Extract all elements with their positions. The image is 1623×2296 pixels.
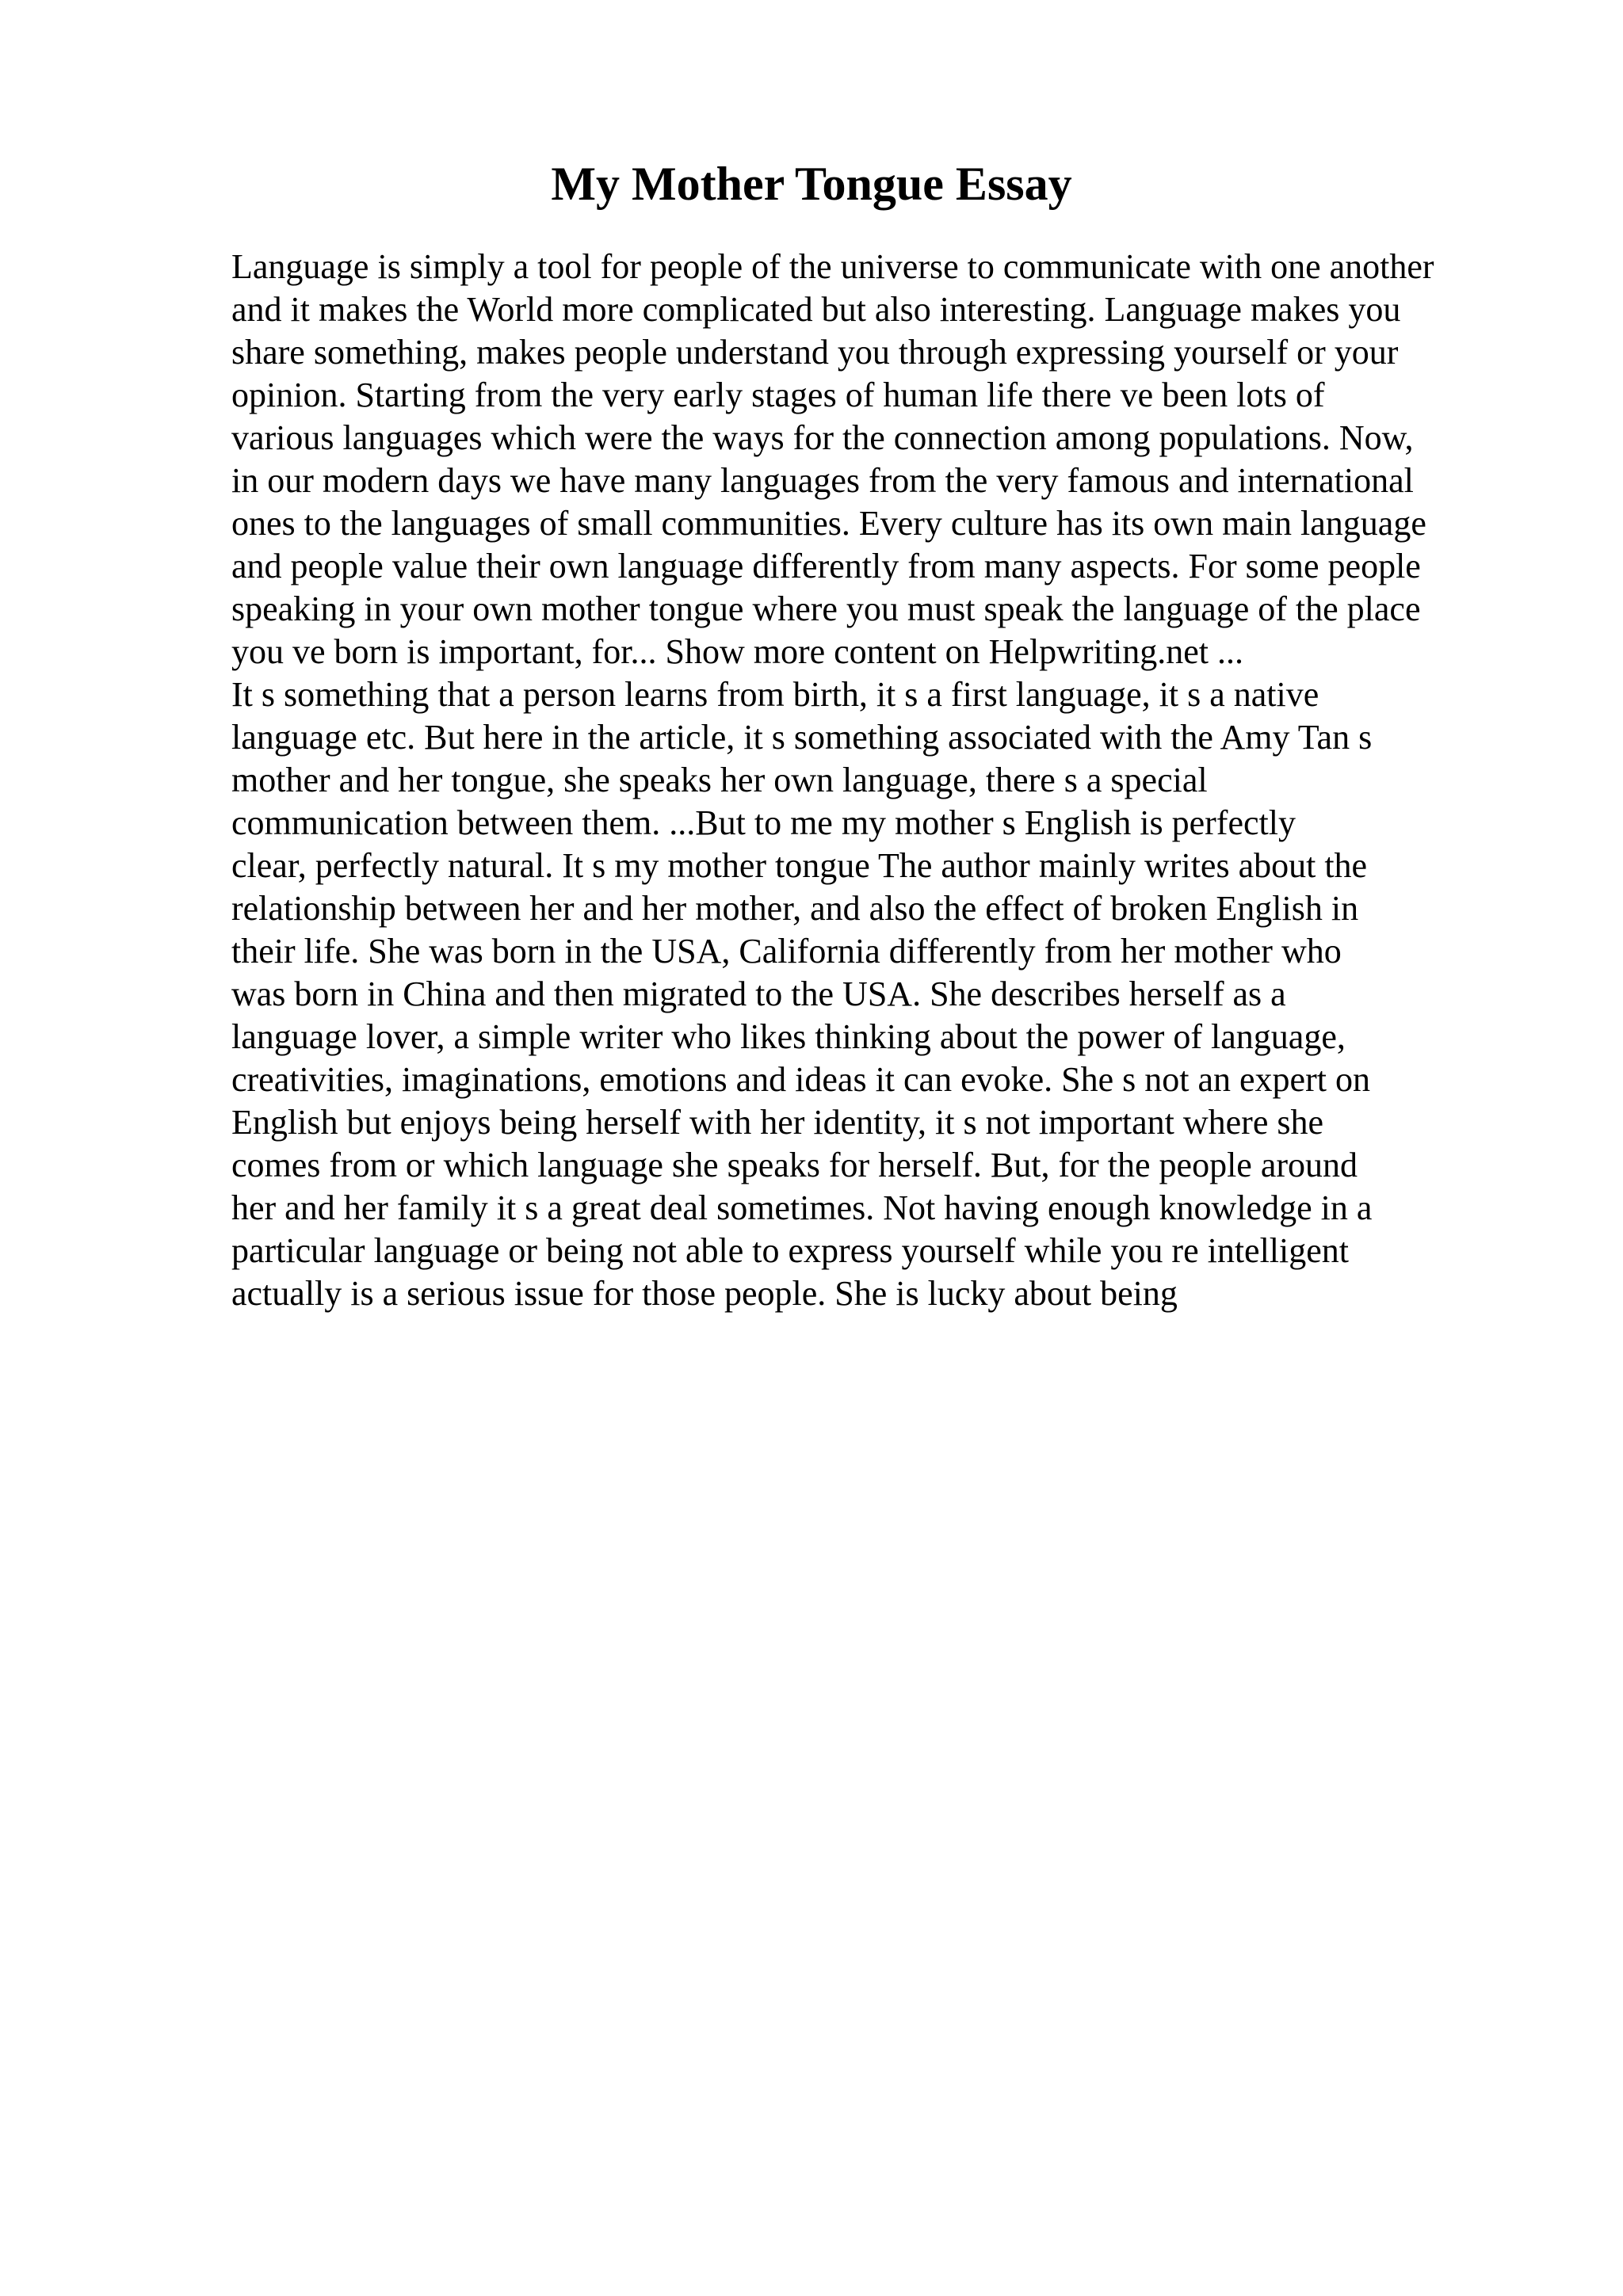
essay-line: was born in China and then migrated to the USA. She describes herself as a — [231, 974, 1286, 1013]
essay-line: comes from or which language she speaks for herself. But, for the people around — [231, 1146, 1358, 1184]
essay-line: ones to the languages of small communities. Every culture has its own main language — [231, 504, 1426, 543]
essay-line: mother and her tongue, she speaks her own language, there s a special — [231, 761, 1208, 799]
essay-line: speaking in your own mother tongue where you must speak the language of the place — [231, 589, 1421, 628]
essay-line: clear, perfectly natural. It s my mother tongue The author mainly writes about the — [231, 846, 1368, 885]
essay-body — [231, 246, 1531, 1315]
essay-line: relationship between her and her mother, and also the effect of broken English in — [231, 889, 1359, 928]
essay-line: share something, makes people understand you through expressing yourself or your — [231, 333, 1399, 372]
essay-line: in our modern days we have many languages from the very famous and international — [231, 461, 1414, 500]
essay-line: various languages which were the ways for the connection among populations. Now, — [231, 418, 1414, 457]
essay-line: actually is a serious issue for those people. She is lucky about being — [231, 1274, 1178, 1313]
essay-line: language lover, a simple writer who likes thinking about the power of language, — [231, 1017, 1346, 1056]
essay-line: English but enjoys being herself with her identity, it s not important where she — [231, 1103, 1324, 1142]
essay-line: and it makes the World more complicated but also interesting. Language makes you — [231, 290, 1401, 329]
essay-line: particular language or being not able to express yourself while you re intelligent — [231, 1231, 1349, 1270]
essay-line: language etc. But here in the article, it s something associated with the Amy Tan s — [231, 718, 1373, 757]
essay-line: and people value their own language differently from many aspects. For some people — [231, 547, 1421, 585]
document-title: My Mother Tongue Essay — [551, 158, 1072, 210]
essay-line: you ve born is important, for... Show more content on Helpwriting.net ... — [231, 632, 1244, 671]
essay-line: their life. She was born in the USA, California differently from her mother who — [231, 932, 1342, 971]
essay-line: Language is simply a tool for people of the universe to communicate with one another — [231, 247, 1434, 286]
essay-line: her and her family it s a great deal sometimes. Not having enough knowledge in a — [231, 1188, 1373, 1227]
essay-line: opinion. Starting from the very early stages of human life there ve been lots of — [231, 376, 1325, 414]
essay-line: It s something that a person learns from birth, it s a first language, it s a native — [231, 675, 1319, 714]
essay-line: communication between them. ...But to me my mother s English is perfectly — [231, 803, 1296, 842]
essay-line: creativities, imaginations, emotions and ideas it can evoke. She s not an expert on — [231, 1060, 1370, 1099]
